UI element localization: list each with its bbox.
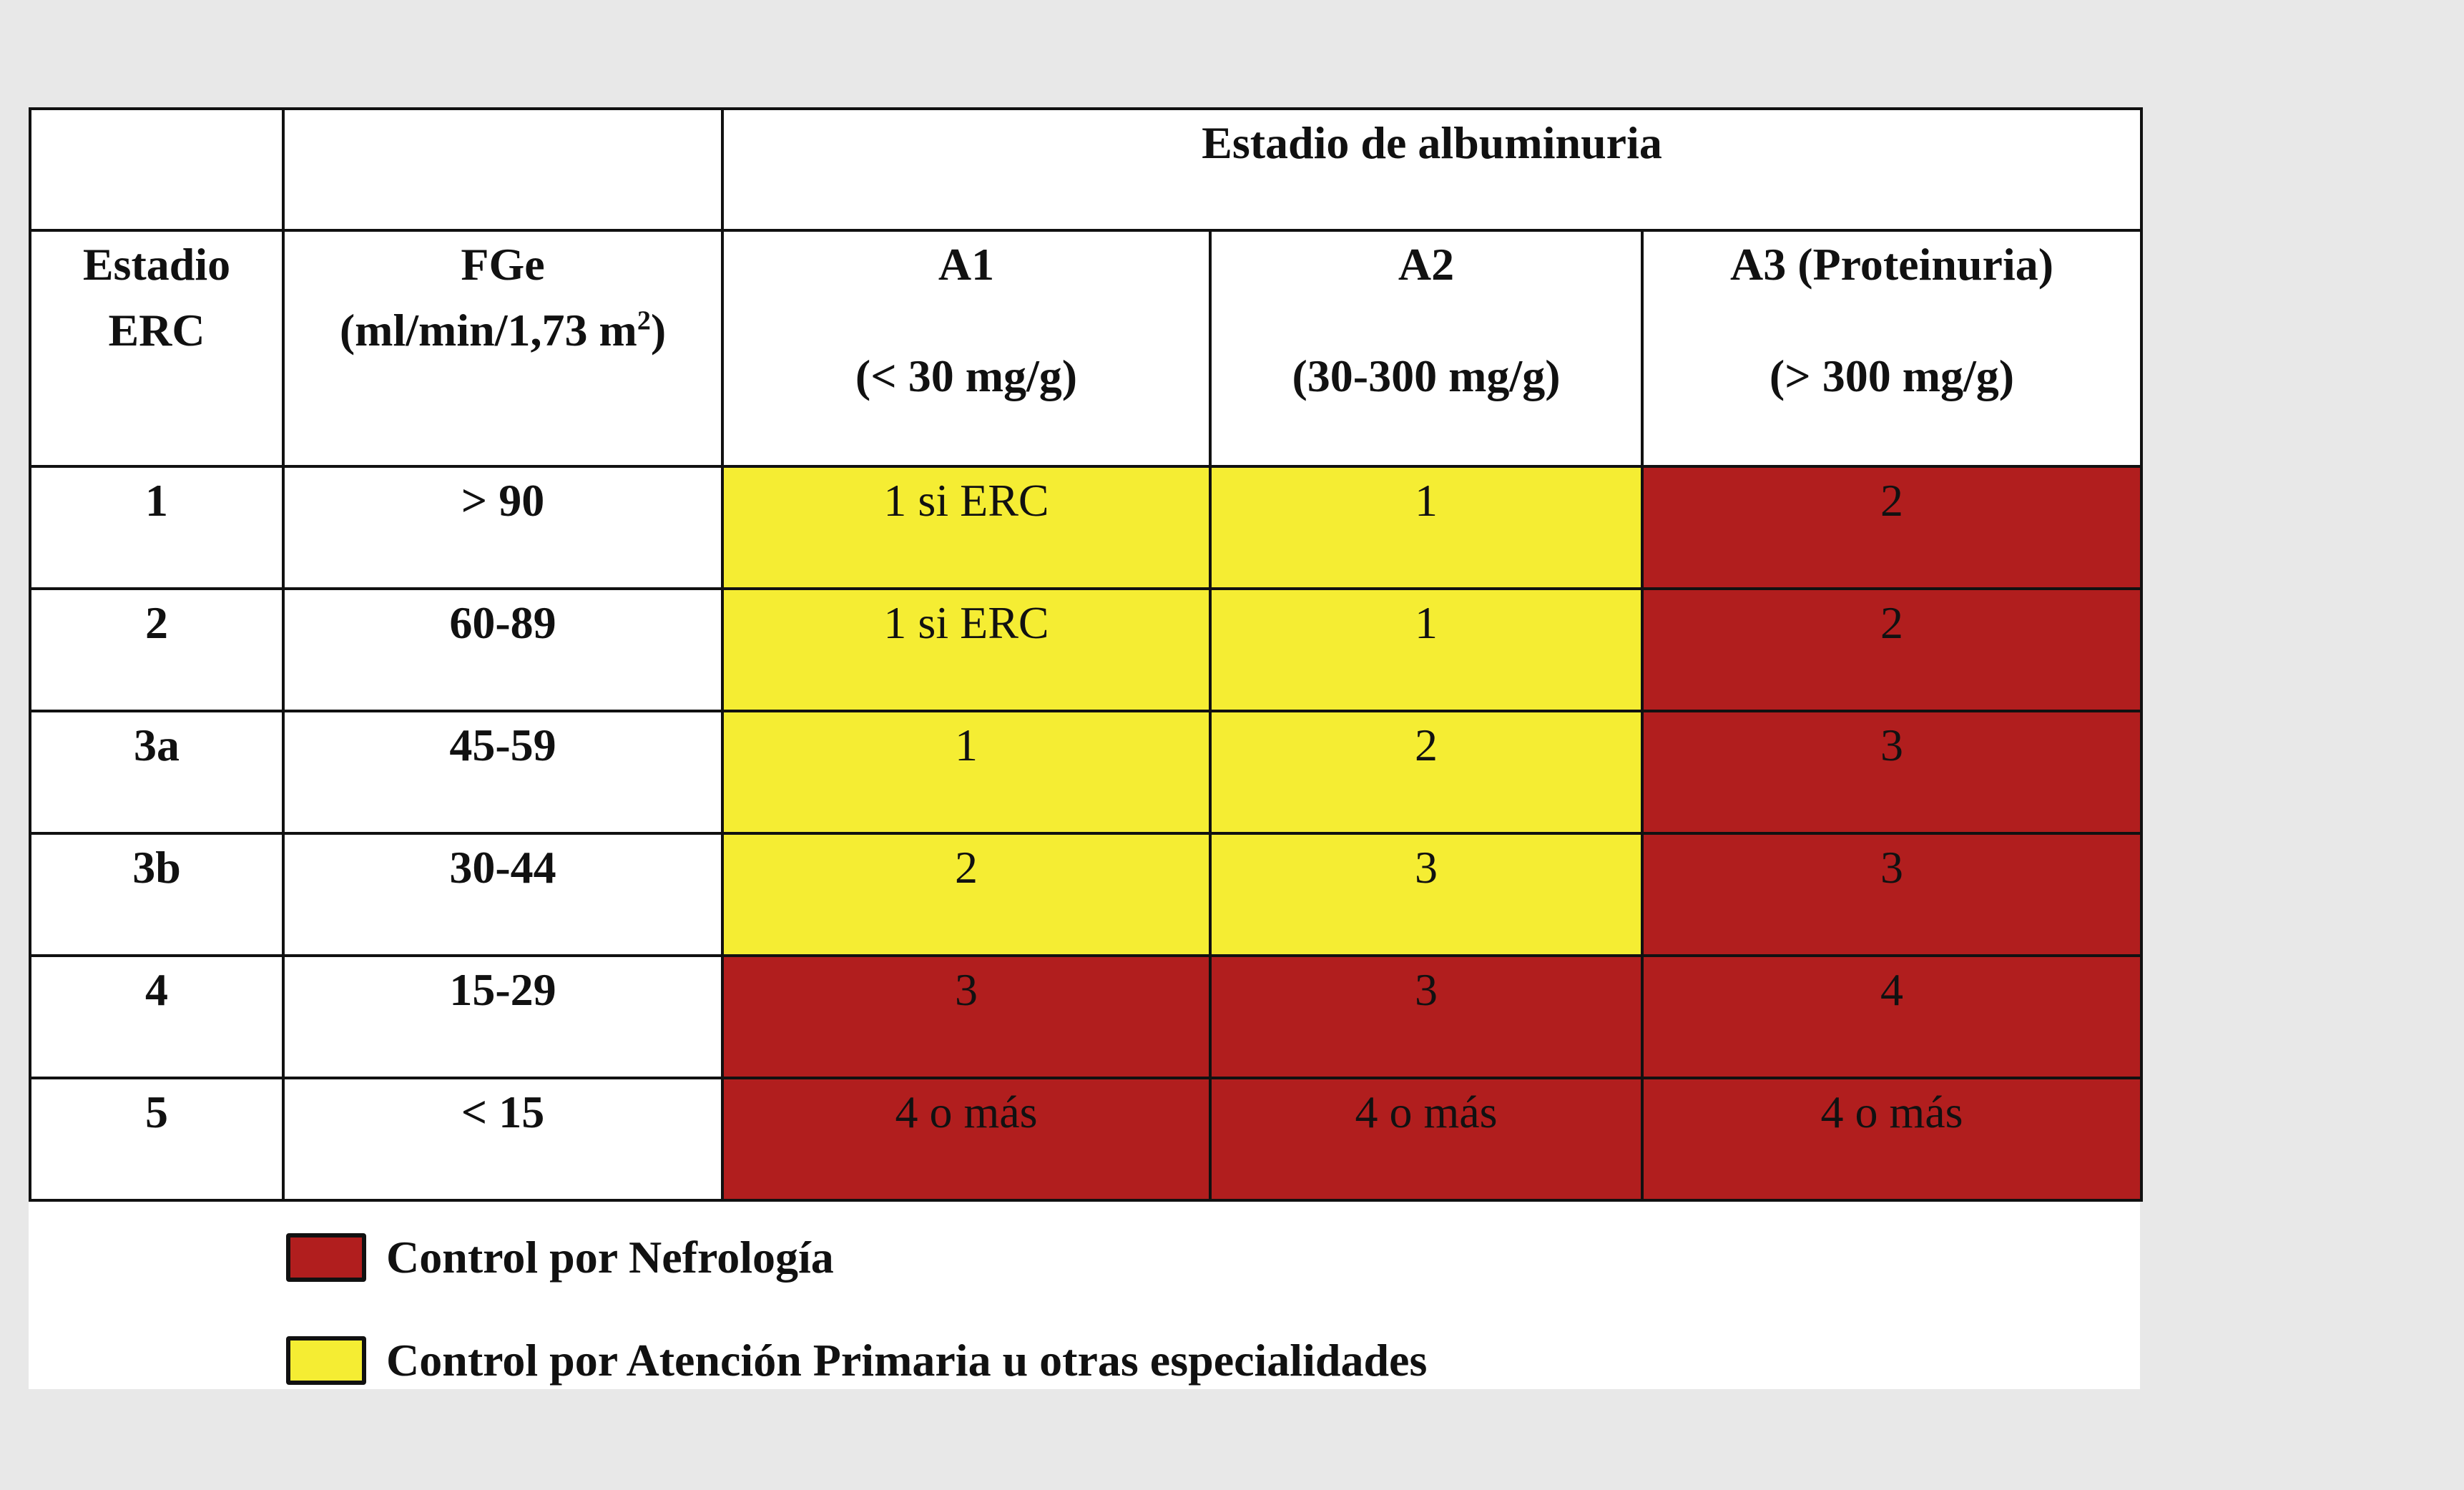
legend-item-nephrology [286,1229,834,1286]
legend-item-primary-care [286,1332,1427,1389]
albuminuria-group-header: Estadio de albuminuria [722,109,2141,230]
a1-cell: 1 [722,711,1210,833]
a1-header-label: A1 [938,239,995,290]
a2-header-label: A2 [1398,239,1455,290]
empty-header-cell [283,109,722,230]
a2-column-header [1210,230,1642,466]
gfr-unit-superscript: 2 [637,305,651,336]
table-row [30,711,2141,833]
a3-cell: 4 [1642,956,2141,1078]
a3-header-range: (> 300 mg/g) [1769,351,2015,401]
a1-cell: 4 o más [722,1078,1210,1200]
stage-cell: 1 [30,466,283,589]
stage-header-line-1: Estadio [82,239,231,290]
a1-cell: 2 [722,833,1210,956]
stage-cell: 2 [30,589,283,711]
a2-cell: 2 [1210,711,1642,833]
a3-cell: 3 [1642,833,2141,956]
a2-cell: 4 o más [1210,1078,1642,1200]
a2-cell: 1 [1210,589,1642,711]
referral-criteria-table [29,107,2143,1202]
stage-cell: 5 [30,1078,283,1200]
table-row [30,589,2141,711]
a3-cell: 2 [1642,466,2141,589]
a1-header-range: (< 30 mg/g) [855,351,1078,401]
gfr-cell: < 15 [283,1078,722,1200]
gfr-cell: 15-29 [283,956,722,1078]
stage-column-header [30,230,283,466]
a1-cell: 1 si ERC [722,589,1210,711]
a3-cell: 2 [1642,589,2141,711]
stage-cell: 3a [30,711,283,833]
table-row [30,956,2141,1078]
a2-cell: 3 [1210,956,1642,1078]
a3-cell: 4 o más [1642,1078,2141,1200]
gfr-header-label: FGe [461,239,545,290]
stage-cell: 4 [30,956,283,1078]
legend [29,1200,2140,1389]
a3-cell: 3 [1642,711,2141,833]
group-header-row [30,109,2141,230]
a2-cell: 3 [1210,833,1642,956]
a1-cell: 1 si ERC [722,466,1210,589]
stage-cell: 3b [30,833,283,956]
gfr-unit-prefix: (ml/min/1,73 m [339,305,637,356]
legend-label-primary-care: Control por Atención Primaria u otras especialidades [386,1335,1428,1386]
legend-label-nephrology: Control por Nefrología [386,1232,834,1283]
a3-column-header [1642,230,2141,466]
gfr-cell: > 90 [283,466,722,589]
table-row [30,466,2141,589]
document-sheet [29,107,2140,1389]
stage-header-line-2: ERC [108,305,205,356]
gfr-unit-suffix: ) [650,305,667,356]
a1-column-header [722,230,1210,466]
a3-header-label: A3 (Proteinuria) [1729,239,2054,290]
legend-swatch-yellow [286,1336,366,1385]
legend-swatch-red [286,1233,366,1282]
gfr-column-header [283,230,722,466]
table-row [30,1078,2141,1200]
a2-cell: 1 [1210,466,1642,589]
column-header-row [30,230,2141,466]
a2-header-range: (30-300 mg/g) [1292,351,1561,401]
a1-cell: 3 [722,956,1210,1078]
table-row [30,833,2141,956]
gfr-cell: 60-89 [283,589,722,711]
gfr-cell: 30-44 [283,833,722,956]
empty-corner-cell [30,109,283,230]
gfr-cell: 45-59 [283,711,722,833]
